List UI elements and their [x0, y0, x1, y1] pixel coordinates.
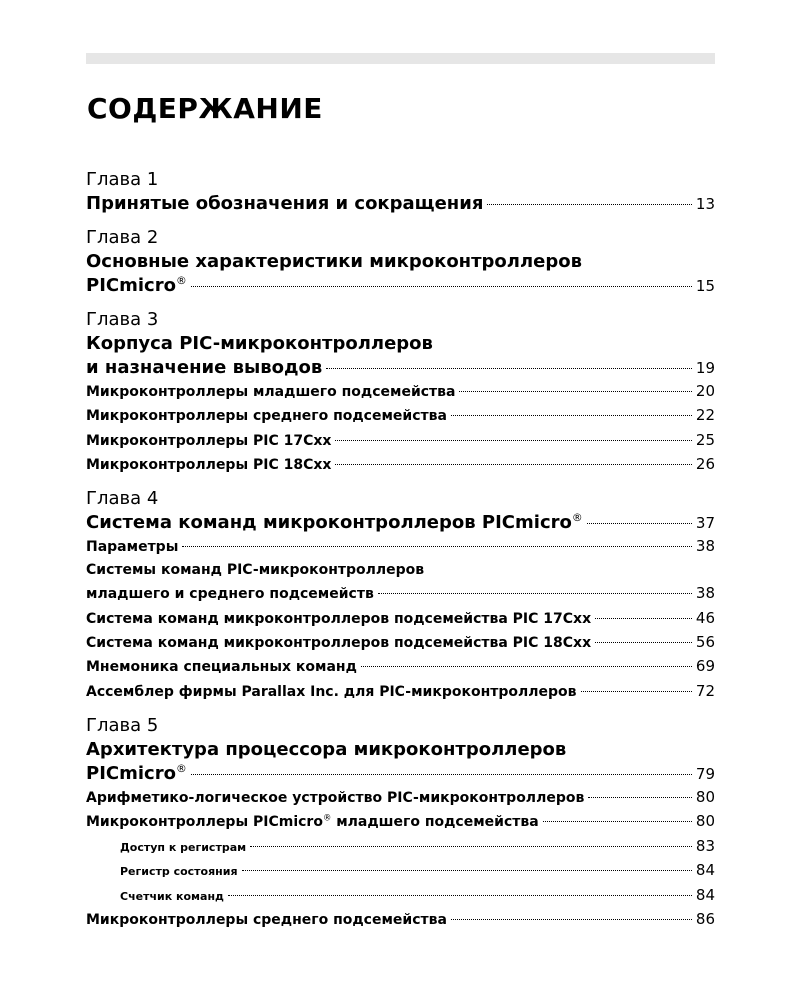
- section-title: [86, 632, 591, 655]
- dot-leader: [361, 666, 692, 667]
- page-number: 22: [695, 406, 715, 425]
- dot-leader: [242, 870, 692, 871]
- chapter-heading-line: Основные характеристики микроконтроллеров: [86, 251, 583, 272]
- page-number: 86: [695, 910, 715, 929]
- toc-section: [86, 607, 715, 631]
- dot-leader: [588, 797, 692, 798]
- chapter-heading: [86, 762, 187, 786]
- dot-leader: [595, 618, 692, 619]
- section-title-line: Системы команд PIC-микроконтроллеров: [86, 562, 425, 579]
- section-title-text: Система команд микроконтроллеров подсемейства PIC 18Cxx: [86, 635, 592, 652]
- toc-section: [86, 680, 715, 704]
- section-title-text: Система команд микроконтроллеров подсемейства PIC 17Cxx: [86, 610, 592, 627]
- toc-section: [86, 810, 715, 834]
- table-of-contents: [86, 168, 715, 932]
- toc-section: [86, 535, 715, 559]
- chapter-heading: [86, 356, 322, 380]
- section-title-text: Микроконтроллеры PIC 17Cxx: [86, 432, 332, 449]
- dot-leader: [182, 546, 692, 547]
- section-title: [120, 861, 238, 884]
- page-number: 84: [695, 861, 715, 880]
- chapter-heading: [86, 192, 483, 216]
- chapter-heading-entry: [86, 511, 715, 535]
- chapter-heading-entry: [86, 762, 715, 786]
- section-title-text: Мнемоника специальных команд: [86, 659, 357, 676]
- section-title: [120, 886, 224, 909]
- section-title-text: младшего и среднего подсемейств: [86, 586, 374, 603]
- chapter-heading-line: Архитектура процессора микроконтроллеров: [86, 738, 567, 760]
- dot-leader: [543, 821, 692, 822]
- section-title: [86, 656, 357, 679]
- section-title: [86, 430, 331, 453]
- toc-section: [86, 786, 715, 810]
- section-title-text: Микроконтроллеры среднего подсемейства: [86, 408, 447, 425]
- section-title-text: Микроконтроллеры PICmicro: [86, 814, 323, 831]
- toc-subsection: [86, 835, 715, 860]
- chapter-heading-text: PICmicro: [86, 762, 176, 784]
- dot-leader: [191, 286, 692, 287]
- toc-subsection: [86, 859, 715, 884]
- page-number: 38: [695, 537, 715, 556]
- dot-leader: [335, 440, 691, 441]
- section-title: [86, 787, 584, 810]
- section-title-text: Микроконтроллеры среднего подсемейства: [86, 912, 447, 929]
- toc-section: [86, 429, 715, 453]
- chapter-heading-entry: [86, 192, 715, 216]
- dot-leader: [587, 523, 692, 524]
- chapter-heading: [86, 274, 187, 298]
- page-number: 56: [695, 633, 715, 652]
- toc-section: [86, 655, 715, 679]
- registered-mark: ®: [322, 812, 332, 823]
- page-number: 15: [695, 277, 715, 295]
- section-title: [86, 608, 591, 631]
- section-title: [86, 811, 539, 834]
- section-title: [86, 454, 331, 477]
- page-number: 80: [695, 787, 715, 806]
- chapter-label: Глава 1: [86, 169, 159, 190]
- section-title: [86, 405, 447, 428]
- page-number: 13: [695, 195, 715, 213]
- dot-leader: [451, 415, 692, 416]
- section-title: [86, 583, 374, 606]
- chapter-heading-text: PICmicro: [86, 275, 176, 296]
- dot-leader: [326, 368, 692, 369]
- toc-section: [86, 380, 715, 404]
- page-number: 84: [695, 885, 715, 904]
- dot-leader: [191, 774, 692, 775]
- dot-leader: [335, 464, 691, 465]
- section-title-text: Счетчик команд: [120, 889, 224, 903]
- header-rule: [86, 53, 715, 64]
- section-title-text: Ассемблер фирмы Parallax Inc. для PIC-микроконтроллеров: [86, 683, 577, 700]
- page-number: 25: [695, 430, 715, 449]
- dot-leader: [487, 204, 692, 205]
- page-number: 79: [695, 764, 715, 783]
- page-number: 83: [695, 836, 715, 855]
- section-title: [86, 536, 178, 559]
- section-title-text: Микроконтроллеры младшего подсемейства: [86, 384, 456, 400]
- chapter-heading: [86, 511, 583, 535]
- toc-section: [86, 453, 715, 477]
- toc-section: [86, 404, 715, 428]
- toc-subsection: [86, 884, 715, 909]
- page-number: 80: [695, 812, 715, 831]
- dot-leader: [581, 691, 692, 692]
- chapter-heading-entry: [86, 356, 715, 380]
- dot-leader: [595, 642, 692, 643]
- section-title-text: Арифметико-логическое устройство PIC-микроконтроллеров: [86, 789, 585, 806]
- dot-leader: [378, 593, 692, 594]
- dot-leader: [228, 895, 692, 896]
- registered-mark: ®: [175, 761, 187, 775]
- page-number: 72: [695, 681, 715, 700]
- registered-mark: ®: [571, 511, 583, 525]
- chapter-label: Глава 3: [86, 309, 159, 330]
- page-number: 19: [695, 359, 715, 377]
- section-title: [120, 837, 246, 860]
- registered-mark: ®: [175, 274, 187, 287]
- section-title: [86, 909, 447, 932]
- section-title-text: Регистр состояния: [120, 865, 238, 879]
- section-title-text: Доступ к регистрам: [120, 840, 247, 854]
- dot-leader: [459, 391, 691, 392]
- section-title: [86, 381, 455, 404]
- page-number: 37: [695, 514, 715, 533]
- dot-leader: [250, 846, 692, 847]
- page-number: 38: [695, 584, 715, 603]
- page-number: 69: [695, 657, 715, 676]
- page-number: 26: [695, 454, 715, 473]
- chapter-heading-line: Корпуса PIC-микроконтроллеров: [86, 333, 433, 354]
- toc-section: [86, 582, 715, 606]
- toc-section: [86, 908, 715, 932]
- toc-section: [86, 631, 715, 655]
- chapter-heading-entry: [86, 274, 715, 298]
- chapter-heading-text: и назначение выводов: [86, 357, 323, 378]
- section-title: [86, 681, 577, 704]
- page-number: 46: [695, 608, 715, 627]
- chapter-label: Глава 5: [86, 714, 159, 736]
- dot-leader: [451, 919, 692, 920]
- chapter-heading-text: Принятые обозначения и сокращения: [86, 193, 484, 214]
- section-title-text: Микроконтроллеры PIC 18Cxx: [86, 456, 332, 473]
- chapter-heading-text: Система команд микроконтроллеров PICmicro: [86, 512, 572, 534]
- section-title-text: младшего подсемейства: [331, 814, 539, 831]
- page-number: 20: [695, 382, 715, 400]
- page-title: СОДЕРЖАНИЕ: [87, 92, 323, 125]
- chapter-label: Глава 2: [86, 227, 159, 248]
- chapter-label: Глава 4: [86, 488, 159, 510]
- section-title-text: Параметры: [86, 539, 179, 556]
